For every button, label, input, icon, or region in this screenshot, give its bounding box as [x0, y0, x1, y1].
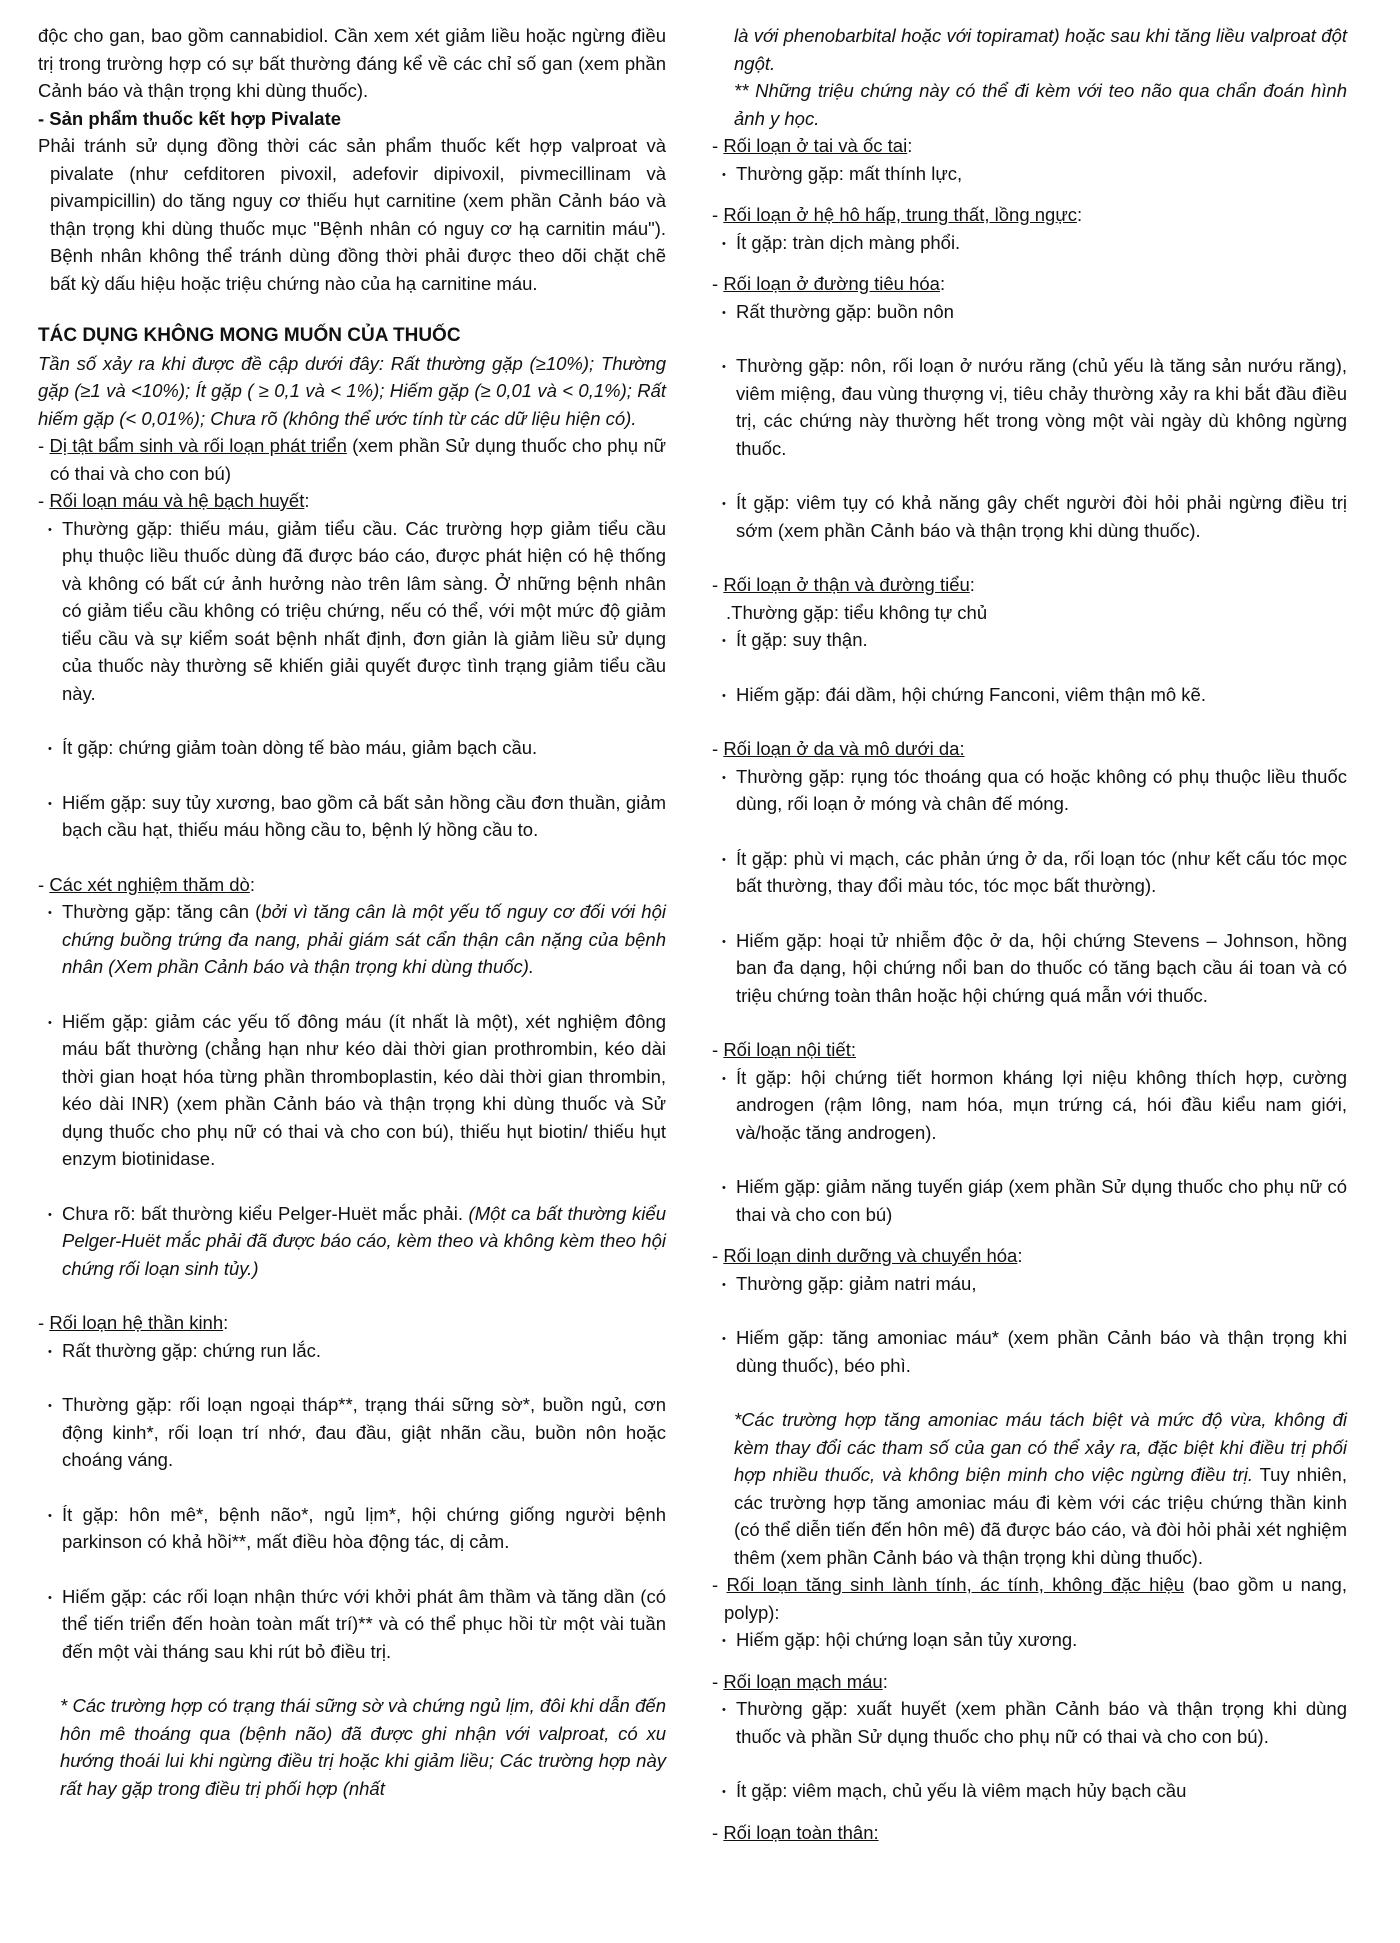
section-blood — [38, 487, 666, 515]
section-title: Rối loạn nội tiết: — [723, 1039, 856, 1060]
list-item: • Ít gặp: hôn mê*, bệnh não*, ngủ lịm*, hội chứng giống người bệnh parkinson có khả hồi**, mất điều hòa động tác, dị cảm. — [52, 1501, 666, 1556]
dash: - — [712, 1245, 724, 1266]
section-title: Rối loạn dinh dưỡng và chuyển hóa — [723, 1245, 1018, 1266]
dash: - — [712, 574, 724, 595]
list-item — [52, 1200, 666, 1283]
item-text: Chưa rõ: bất thường kiểu Pelger-Huët mắc phải. — [62, 1202, 469, 1224]
dash: - — [38, 490, 50, 511]
frequency-note: Tần số xảy ra khi được đề cập dưới đây: Rất thường gặp (≥10%); Thường gặp (≥1 và <10%); Ít gặp ( ≥ 0,1 và < 1%); Hiếm gặp (≥ 0,01 và < 0,1%); Rất hiếm gặp (< 0,01%); Chưa rõ (không thể ước tính từ các dữ liệu hiện có). — [38, 352, 666, 429]
dash: - — [712, 738, 724, 759]
list-item: • Rất thường gặp: buồn nôn — [726, 298, 1347, 326]
list-item: • Hiếm gặp: các rối loạn nhận thức với khởi phát âm thầm và tăng dần (có thể tiến triển đến hoàn toàn mất trí)** và có thể phục hồi từ một vài tuần đến một vài tháng sau khi rút bỏ điều trị. — [52, 1583, 666, 1666]
colon: : — [249, 873, 255, 895]
list-item: • Hiếm gặp: giảm các yếu tố đông máu (ít nhất là một), xét nghiệm đông máu bất thường (chẳng hạn như kéo dài thời gian prothrombin, kéo dài thời gian hoạt hóa từng phần thromboplastin, kéo dài thời gian thrombin, kéo dài INR) (xem phần Cảnh báo và thận trọng khi dùng thuốc và Sử dụng thuốc cho phụ nữ có thai và cho con bú), thiếu hụt biotin/ thiếu hụt enzym biotinidase. — [52, 1008, 666, 1173]
section-title: Rối loạn ở đường tiêu hóa — [723, 273, 940, 294]
section-gastrointestinal — [712, 270, 1347, 298]
section-title: Các xét nghiệm thăm dò — [49, 873, 250, 895]
dash: - — [712, 1670, 724, 1692]
colon: : — [969, 574, 975, 595]
section-respiratory — [712, 201, 1347, 229]
pivalate-heading: - Sản phẩm thuốc kết hợp Pivalate — [38, 107, 342, 129]
section-vascular — [712, 1668, 1347, 1696]
footnote-continued: là với phenobarbital hoặc với topiramat) hoặc sau khi tăng liều valproat đột ngột. — [734, 25, 1347, 74]
item-text: Thường gặp: tăng cân ( — [62, 901, 262, 922]
colon: : — [1017, 1245, 1023, 1266]
section-title: Rối loạn ở da và mô dưới da: — [723, 738, 965, 759]
list-item: • Hiếm gặp: hoại tử nhiễm độc ở da, hội chứng Stevens – Johnson, hồng ban đa dạng, hội chứng nổi ban do thuốc có tăng bạch cầu ái toan và có triệu chứng toàn thân hoặc hội chứng quá mẫn với thuốc. — [726, 927, 1347, 1010]
colon: : — [304, 490, 310, 511]
list-item: • Thường gặp: xuất huyết (xem phần Cảnh báo và thận trọng khi dùng thuốc và phần Sử dụng thuốc cho phụ nữ có thai và cho con bú). — [726, 1695, 1347, 1750]
colon: : — [939, 273, 946, 294]
section-title: Rối loạn tăng sinh lành tính, ác tính, không đặc hiệu — [726, 1574, 1185, 1595]
intro-paragraph: độc cho gan, bao gồm cannabidiol. Cần xem xét giảm liều hoặc ngừng điều trị trong trường hợp có sự bất thường đáng kể về các chỉ số gan (xem phần Cảnh báo và thận trọng khi dùng thuốc). — [38, 25, 666, 101]
list-item: • Thường gặp: giảm natri máu, — [726, 1270, 1347, 1298]
footnote: ** Những triệu chứng này có thể đi kèm với teo não qua chẩn đoán hình ảnh y học. — [734, 80, 1347, 129]
list-item: • Hiếm gặp: hội chứng loạn sản tủy xương. — [726, 1626, 1347, 1654]
list-item: • Hiếm gặp: giảm năng tuyến giáp (xem phần Sử dụng thuốc cho phụ nữ có thai và cho con bú) — [726, 1173, 1347, 1228]
section-nervous-system — [38, 1309, 666, 1337]
list-item: • Ít gặp: tràn dịch màng phổi. — [726, 229, 1347, 257]
list-item: • Thường gặp: rụng tóc thoáng qua có hoặc không có phụ thuộc liều thuốc dùng, rối loạn ở móng và chân đế móng. — [726, 763, 1347, 818]
adr-heading: TÁC DỤNG KHÔNG MONG MUỐN CỦA THUỐC — [38, 325, 461, 346]
section-endocrine — [712, 1036, 1347, 1064]
footnote — [712, 1406, 1347, 1571]
footnote: * Các trường hợp có trạng thái sững sờ và chứng ngủ lịm, đôi khi dẫn đến hôn mê thoáng qua (bệnh não) đã được ghi nhận với valproat, có xu hướng thoái lui khi ngừng điều trị hoặc khi giảm liều; Các trường hợp này rất hay gặp trong điều trị phối hợp (nhất — [60, 1695, 666, 1799]
section-skin — [712, 735, 1347, 763]
section-title: Rối loạn mạch máu — [723, 1670, 883, 1692]
section-metabolism — [712, 1242, 1347, 1270]
section-birth-defects — [38, 432, 666, 487]
list-item: • Ít gặp: hội chứng tiết hormon kháng lợi niệu không thích hợp, cường androgen (rậm lông, nam hóa, mụn trứng cá, hói đầu kiểu nam giới, và/hoặc tăng androgen). — [726, 1064, 1347, 1147]
list-item: • Thường gặp: rối loạn ngoại tháp**, trạng thái sững sờ*, buồn ngủ, cơn động kinh*, rối loạn trí nhớ, đau đầu, giật nhãn cầu, buồn nôn hoặc choáng váng. — [52, 1391, 666, 1474]
dash: - — [712, 1574, 727, 1595]
list-item: • Thường gặp: nôn, rối loạn ở nướu răng (chủ yếu là tăng sản nướu răng), viêm miệng, đau vùng thượng vị, tiêu chảy thường xảy ra khi bắt đầu điều trị, các chứng này thường hết trong vòng một vài ngày dù không ngừng thuốc. — [726, 352, 1347, 462]
dash: - — [712, 1821, 724, 1843]
dash: - — [712, 1039, 724, 1060]
list-item — [52, 898, 666, 981]
list-item: .Thường gặp: tiểu không tự chủ — [726, 601, 988, 623]
list-item: • Hiếm gặp: tăng amoniac máu* (xem phần Cảnh báo và thận trọng khi dùng thuốc), béo phì. — [726, 1324, 1347, 1379]
section-renal — [712, 571, 1347, 599]
section-neoplasms — [712, 1571, 1347, 1626]
list-item: • Ít gặp: viêm tụy có khả năng gây chết người đòi hỏi phải ngừng điều trị sớm (xem phần Cảnh báo và thận trọng khi dùng thuốc). — [726, 489, 1347, 544]
dash: - — [712, 204, 724, 225]
list-item: • Ít gặp: viêm mạch, chủ yếu là viêm mạch hủy bạch cầu — [726, 1777, 1347, 1805]
list-item: • Hiếm gặp: đái dầm, hội chứng Fanconi, viêm thận mô kẽ. — [726, 681, 1347, 709]
dash: - — [38, 873, 50, 895]
section-rest: (bao gồm u nang, polyp): — [724, 1574, 1347, 1623]
footnote-italic: *Các trường hợp tăng amoniac máu tách biệt và mức độ vừa, không đi kèm thay đổi các tham số của gan có thể xảy ra, đặc biệt khi điều trị phối hợp nhiều thuốc, và không biện minh cho việc ngừng điều trị. — [734, 1409, 1347, 1485]
pivalate-paragraph: Phải tránh sử dụng đồng thời các sản phẩm thuốc kết hợp valproat và pivalate (như cefditoren pivoxil, adefovir dipivoxil, pivmecillinam và pivampicillin) do tăng nguy cơ thiếu hụt carnitine (xem phần Cảnh báo và thận trọng khi dùng thuốc mục "Bệnh nhân có nguy cơ hạ carnitin máu"). Bệnh nhân không thể tránh dùng đồng thời phải được theo dõi chặt chẽ bất kỳ dấu hiệu hoặc triệu chứng nào của hạ carnitine máu. — [38, 135, 666, 294]
list-item: • Thường gặp: thiếu máu, giảm tiểu cầu. Các trường hợp giảm tiểu cầu phụ thuộc liều thuốc dùng đã được báo cáo, được phát hiện có hệ thống và không có bất cứ ảnh hưởng nào trên lâm sàng. Ở những bệnh nhân có giảm tiểu cầu không có triệu chứng, nếu có thể, với một mức độ giảm tiểu cầu và sự kiểm soát bệnh nhất định, đơn giản là giảm liều sử dụng của thuốc này thường sẽ khiến giải quyết được tình trạng giảm tiểu cầu này. — [52, 515, 666, 708]
section-title: Rối loạn ở tai và ốc tai — [723, 135, 908, 156]
colon: : — [1076, 204, 1083, 225]
dash: - — [712, 135, 724, 156]
list-item: • Hiếm gặp: suy tủy xương, bao gồm cả bất sản hồng cầu đơn thuần, giảm bạch cầu hạt, thiếu máu hồng cầu to, bệnh lý hồng cầu to. — [52, 789, 666, 844]
section-title: Rối loạn máu và hệ bạch huyết — [49, 490, 305, 511]
list-item: • Ít gặp: chứng giảm toàn dòng tế bào máu, giảm bạch cầu. — [52, 734, 666, 762]
right-column — [712, 22, 1347, 1846]
section-investigations — [38, 871, 666, 899]
item-note: (Một ca bất thường kiểu Pelger-Huët mắc phải đã được báo cáo, kèm theo và không kèm theo hội chứng rối loạn sinh tủy.) — [62, 1202, 666, 1279]
section-general — [712, 1819, 1347, 1847]
dash: - — [712, 273, 724, 294]
dash: - — [38, 1312, 50, 1333]
item-note: bởi vì tăng cân là một yếu tố nguy cơ đối với hội chứng buồng trứng đa nang, phải giám sát cẩn thận cân nặng của bệnh nhân (Xem phần Cảnh báo và thận trọng khi dùng thuốc). — [62, 901, 666, 977]
section-title: Rối loạn toàn thân: — [723, 1821, 879, 1843]
list-item: • Thường gặp: mất thính lực, — [726, 160, 1347, 188]
list-item: • Ít gặp: suy thận. — [726, 626, 1347, 654]
section-title: Dị tật bẩm sinh và rối loạn phát triển — [49, 435, 347, 456]
list-item: • Rất thường gặp: chứng run lắc. — [52, 1337, 666, 1365]
section-title: Rối loạn ở thận và đường tiểu — [723, 574, 970, 595]
dash: - — [38, 435, 50, 456]
footnote-rest: Tuy nhiên, các trường hợp tăng amoniac máu đi kèm với các triệu chứng thần kinh (có thể diễn tiến đến hôn mê) đã được báo cáo, và đòi hỏi phải xét nghiệm thêm (xem phần Cảnh báo và thận trọng khi dùng thuốc). — [734, 1464, 1347, 1568]
section-title: Rối loạn hệ thần kinh — [49, 1312, 224, 1333]
section-rest: (xem phần Sử dụng thuốc cho phụ nữ có thai và cho con bú) — [50, 435, 667, 484]
colon: : — [223, 1312, 229, 1333]
list-item: • Ít gặp: phù vi mạch, các phản ứng ở da, rối loạn tóc (như kết cấu tóc mọc bất thường, thay đổi màu tóc, tóc mọc bất thường). — [726, 845, 1347, 900]
section-title: Rối loạn ở hệ hô hấp, trung thất, lồng ngực — [723, 204, 1077, 225]
left-column — [38, 22, 666, 1802]
colon: : — [907, 135, 913, 156]
colon: : — [882, 1670, 888, 1692]
section-ear — [712, 132, 1347, 160]
